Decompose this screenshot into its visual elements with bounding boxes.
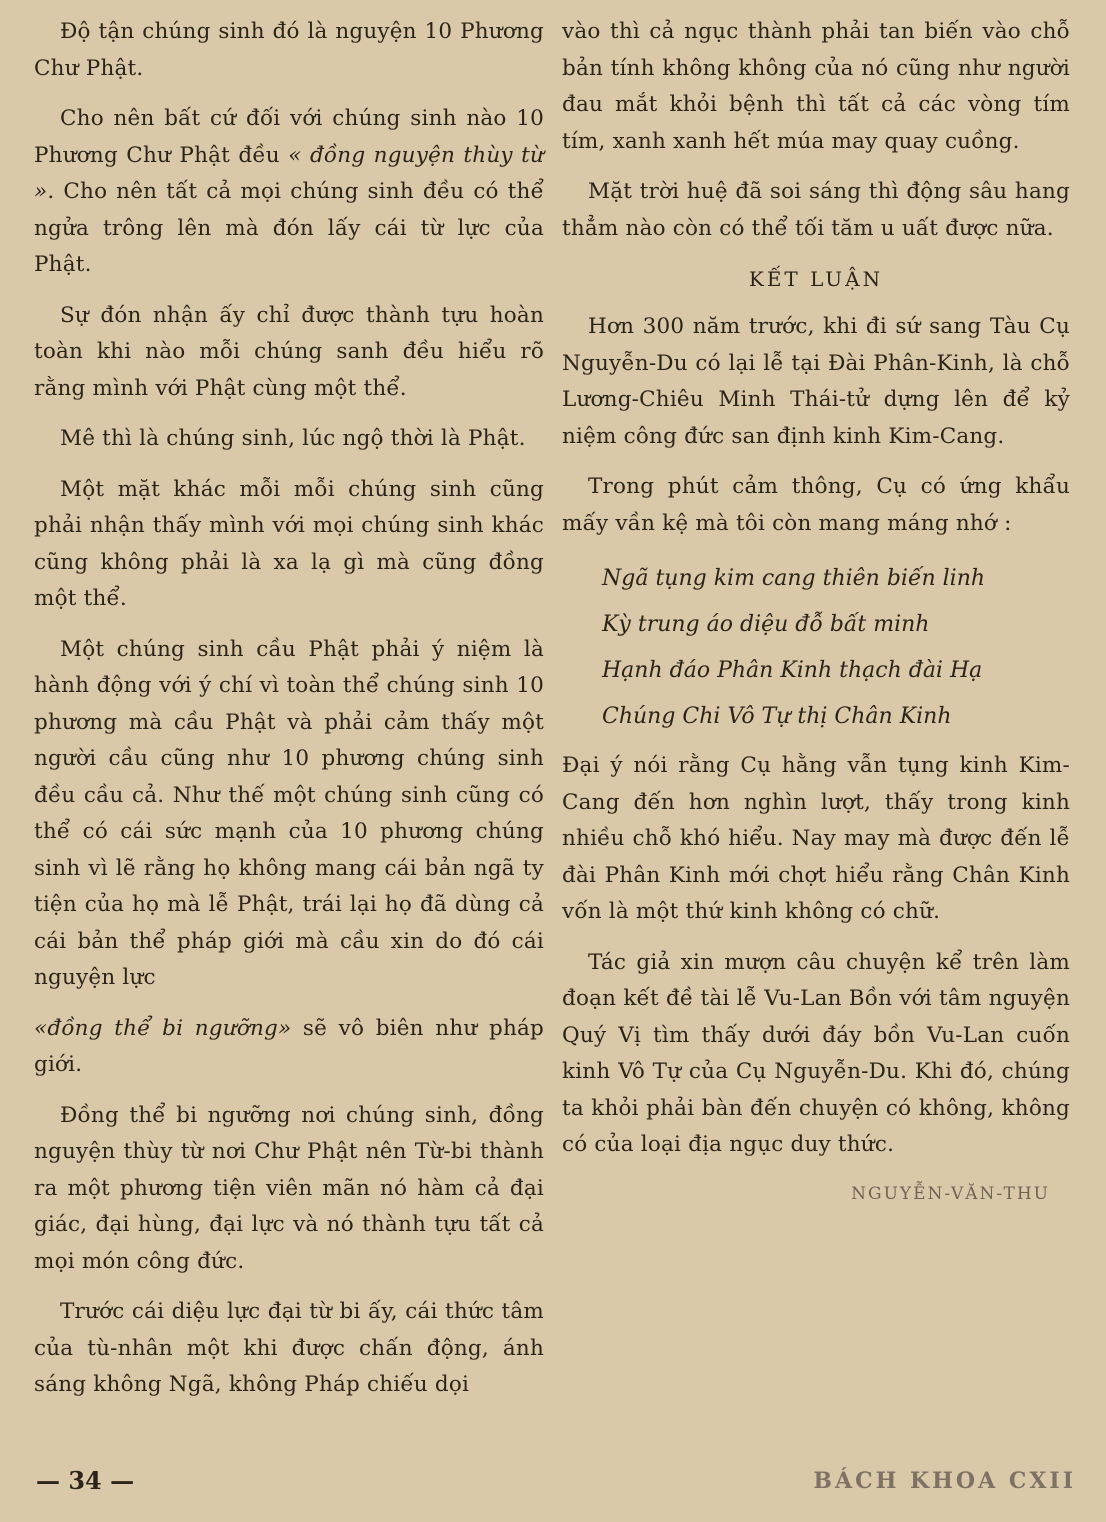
italic-quote: « đồng nguyện thùy từ » <box>34 142 544 204</box>
verse-block <box>562 556 1070 740</box>
page-number: — 34 — <box>36 1466 135 1495</box>
author-signature: NGUYỄN-VĂN-THU <box>851 1183 1050 1204</box>
paragraph: vào thì cả ngục thành phải tan biến vào chỗ bản tính không không của nó cũng như người đau mắt khỏi bệnh thì tất cả các vòng tím tím, xanh xanh hết múa may quay cuồng. <box>562 19 1070 154</box>
magazine-name: BÁCH KHOA CXII <box>813 1468 1076 1494</box>
paragraph: Độ tận chúng sinh đó là nguyện 10 Phương Chư Phật. <box>34 19 544 81</box>
paragraph: Hơn 300 năm trước, khi đi sứ sang Tàu Cụ Nguyễn-Du có lại lễ tại Đài Phân-Kinh, là chỗ Lương-Chiêu Minh Thái-tử dựng lên để kỷ niệm công đức san định kinh Kim-Cang. <box>562 314 1070 449</box>
paragraph <box>34 101 544 284</box>
paragraph: Tác giả xin mượn câu chuyện kể trên làm đoạn kết đề tài lễ Vu-Lan Bồn với tâm nguyện Quý Vị tìm thấy dưới đáy bồn Vu-Lan cuốn kinh Vô Tự của Cụ Nguyễn-Du. Khi đó, chúng ta khỏi phải bàn đến chuyện có không, không có của loại địa ngục duy thức. <box>562 949 1070 1157</box>
left-column <box>34 14 544 1418</box>
text-run: sẽ vô biên như pháp giới. <box>34 1015 544 1077</box>
paragraph: Sự đón nhận ấy chỉ được thành tựu hoàn toàn khi nào mỗi chúng sanh đều hiểu rõ rằng mình với Phật cùng một thể. <box>34 302 544 401</box>
text-run: . Cho nên tất cả mọi chúng sinh đều có thể ngửa trông lên mà đón lấy cái từ lực của Phật. <box>34 179 544 277</box>
right-column <box>562 14 1070 1204</box>
paragraph: Một mặt khác mỗi mỗi chúng sinh cũng phải nhận thấy mình với mọi chúng sinh khác cũng không phải là xa lạ gì mà cũng đồng một thể. <box>34 476 544 611</box>
paragraph <box>34 1011 544 1084</box>
paragraph: Mặt trời huệ đã soi sáng thì động sâu hang thẳm nào còn có thể tối tăm u uất được nữa. <box>562 179 1070 241</box>
text-run: Cho nên bất cứ đối với chúng sinh nào 10 Phương Chư Phật đều <box>34 106 544 168</box>
paragraph: Trong phút cảm thông, Cụ có ứng khẩu mấy vần kệ mà tôi còn mang máng nhớ : <box>562 474 1070 536</box>
paragraph: Một chúng sinh cầu Phật phải ý niệm là hành động với ý chí vì toàn thể chúng sinh 10 phương mà cầu Phật và phải cảm thấy một người cầu cũng như 10 phương chúng sinh đều cầu cả. Như thế một chúng sinh cũng có thể có cái sức mạnh của 10 phương chúng sinh vì lẽ rằng họ không mang cái bản ngã ty tiện của họ mà lễ Phật, trái lại họ đã dùng cả cái bản thể pháp giới mà cầu xin do đó cái nguyện lực <box>34 636 544 990</box>
verse-line: Kỳ trung áo diệu đỗ bất minh <box>602 612 930 637</box>
paragraph: Đại ý nói rằng Cụ hằng vẫn tụng kinh Kim-Cang đến hơn nghìn lượt, thấy trong kinh nhiều chỗ khó hiểu. Nay may mà được đến lễ đài Phân Kinh mới chợt hiểu rằng Chân Kinh vốn là một thứ kinh không có chữ. <box>562 753 1070 924</box>
verse-line: Hạnh đáo Phân Kinh thạch đài Hạ <box>602 658 983 683</box>
verse-line: Chúng Chi Vô Tự thị Chân Kinh <box>602 704 952 729</box>
section-heading: KẾT LUẬN <box>748 267 884 291</box>
paragraph: Đồng thể bi ngưỡng nơi chúng sinh, đồng nguyện thùy từ nơi Chư Phật nên Từ-bi thành ra một phương tiện viên mãn nó hàm cả đại giác, đại hùng, đại lực và nó thành tựu tất cả mọi món công đức. <box>34 1102 544 1274</box>
italic-quote: «đồng thể bi ngưỡng» <box>34 1015 292 1041</box>
verse-line: Ngã tụng kim cang thiên biến linh <box>602 566 986 591</box>
paragraph: Trước cái diệu lực đại từ bi ấy, cái thức tâm của tù-nhân một khi được chấn động, ánh sáng không Ngã, không Pháp chiếu dọi <box>34 1299 544 1397</box>
paragraph: Mê thì là chúng sinh, lúc ngộ thời là Phật. <box>60 426 526 451</box>
